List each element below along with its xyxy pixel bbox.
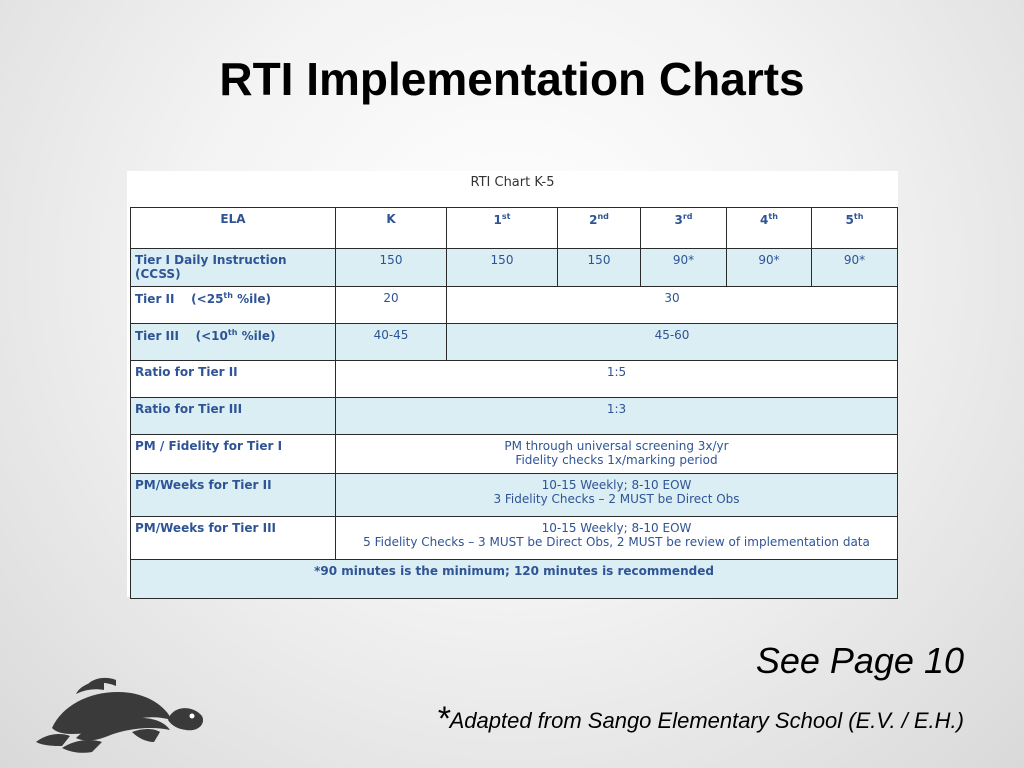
row-label: Ratio for Tier II [131,361,336,398]
cell-line: PM through universal screening 3x/yr [504,439,729,453]
see-page-text: See Page 10 [755,640,964,681]
grade-k: K [336,208,447,249]
grade-3: 3rd [641,208,727,249]
cell-line: 10-15 Weekly; 8-10 EOW [541,521,692,535]
table-cell: 20 [336,287,447,324]
pm-tier2-row [131,474,898,517]
table-cell: 45-60 [447,324,898,361]
note-row [131,560,898,599]
row-label: Tier II (<25th %ile) [131,287,336,324]
ratio-tier2-row [131,361,898,398]
tortoise-and-hare-icon [32,676,208,756]
tier3-row [131,324,898,361]
tier2-row [131,287,898,324]
table-cell: 40-45 [336,324,447,361]
table-cell: 90* [641,249,727,287]
table-cell [336,435,898,474]
footnote-text: Adapted from Sango Elementary School (E.V. / E.H.) [449,708,964,733]
cell-line: 10-15 Weekly; 8-10 EOW [541,478,692,492]
table-cell: 150 [447,249,558,287]
table-cell: 1:5 [336,361,898,398]
pm-tier3-row [131,517,898,560]
rti-table [130,207,898,599]
grade-4: 4th [727,208,812,249]
rti-chart [127,171,898,597]
row-label: PM / Fidelity for Tier I [131,435,336,474]
table-cell: 90* [727,249,812,287]
grade-2: 2nd [558,208,641,249]
row-label: Ratio for Tier III [131,398,336,435]
table-cell: 1:3 [336,398,898,435]
cell-line: Fidelity checks 1x/marking period [515,453,718,467]
cell-line: 5 Fidelity Checks – 3 MUST be Direct Obs, 2 MUST be review of implementation data [363,535,870,549]
row-label: Tier I Daily Instruction (CCSS) [131,249,336,287]
row-label: PM/Weeks for Tier II [131,474,336,517]
table-note: *90 minutes is the minimum; 120 minutes is recommended [131,560,898,599]
grade-1: 1st [447,208,558,249]
table-cell: 30 [447,287,898,324]
footnote-star: * [436,700,450,738]
grade-5: 5th [812,208,898,249]
pm-tier1-row [131,435,898,474]
footnote [436,700,964,739]
header-label: ELA [131,208,336,249]
row-label: PM/Weeks for Tier III [131,517,336,560]
chart-caption: RTI Chart K-5 [470,175,555,190]
table-cell [336,474,898,517]
slide-title: RTI Implementation Charts [219,53,805,105]
table-cell: 150 [558,249,641,287]
table-cell: 150 [336,249,447,287]
table-cell [336,517,898,560]
ratio-tier3-row [131,398,898,435]
table-cell: 90* [812,249,898,287]
tier1-row [131,249,898,287]
row-label: Tier III (<10th %ile) [131,324,336,361]
cell-line: 3 Fidelity Checks – 2 MUST be Direct Obs [493,492,740,506]
header-row [131,208,898,249]
